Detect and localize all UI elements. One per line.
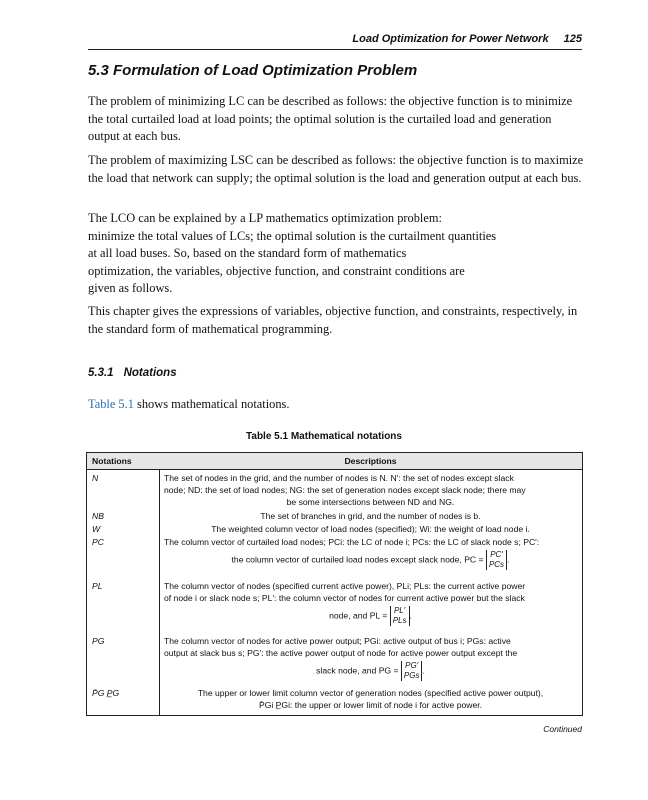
description-line: The set of nodes in the grid, and the number of nodes is N. N′: the set of nodes except slack xyxy=(164,473,514,483)
section-title: 5.3 Formulation of Load Optimization Problem xyxy=(88,62,418,79)
subsection-label: Notations xyxy=(123,367,177,379)
running-head xyxy=(88,31,582,50)
header-descriptions: Descriptions xyxy=(344,456,397,466)
paragraph-line: The LCO can be explained by a LP mathematics optimization problem: xyxy=(88,211,442,225)
vector-entry: PC′ xyxy=(490,550,503,559)
notation-symbol: PL xyxy=(92,581,103,591)
paragraph-line: at all load buses. So, based on the standard form of mathematics xyxy=(88,246,407,260)
paragraph-maximize-lsc: The problem of maximizing LSC can be described as follows: the objective function is to maximize the load that network can supply; the optimal solution is the load and generation output at each bus. xyxy=(88,153,584,185)
table-reference-text: shows mathematical notations. xyxy=(133,397,290,411)
notations-table xyxy=(86,452,583,716)
vector-entry: PCs xyxy=(488,560,505,569)
paragraph-line: given as follows. xyxy=(88,281,173,295)
subsection-title xyxy=(88,367,177,379)
notation-symbol: N xyxy=(92,473,99,483)
table-reference-line xyxy=(88,396,289,413)
column-vector xyxy=(486,550,507,570)
paragraph-line: minimize the total values of LCs; the optimal solution is the curtailment quantities xyxy=(88,228,497,243)
description-line: The column vector of nodes for active power output; PGi: active output of bus i; PGs: active xyxy=(164,636,511,646)
notation-symbol: PC xyxy=(92,537,104,547)
column-vector xyxy=(390,606,410,626)
notation-description xyxy=(164,635,577,681)
description-line: slack node, and PG = xyxy=(316,665,399,676)
notation-symbol: PG xyxy=(92,636,105,646)
description-line: The upper or lower limit column vector of generation nodes (specified active power output), xyxy=(197,688,544,698)
header-notations: Notations xyxy=(92,456,132,466)
description-line: P̄Gi P̲Gi: the upper or lower limit of node i for active power. xyxy=(258,700,483,710)
equation-line: slack node, and PG = PG′ PGs . xyxy=(316,661,425,680)
notation-symbol: NB xyxy=(92,511,104,521)
table-header xyxy=(87,453,582,470)
description-line: the column vector of curtailed load nodes except slack node, PC = xyxy=(231,554,484,565)
running-head-title: Load Optimization for Power Network xyxy=(352,33,549,45)
page-number: 125 xyxy=(563,33,582,45)
description-line: The column vector of curtailed load nodes; PCi: the LC of node i; PCs: the LC of slack node s; PC′: xyxy=(164,537,540,547)
vector-entry: PG′ xyxy=(405,661,419,670)
notation-symbol: W xyxy=(92,524,101,534)
description-line: The column vector of nodes (specified current active power), PLi; PLs: the current active power xyxy=(164,581,526,591)
description-line: of node i or slack node s; PL′: the column vector of nodes for current active power but the slack xyxy=(164,593,525,603)
description-line: output at slack bus s; PG′: the active power output of node for active power output except the xyxy=(164,648,518,658)
table-link[interactable]: Table 5.1 xyxy=(88,397,134,411)
equation-line: node, and PL = PL′ PLs . xyxy=(329,606,412,625)
notation-description xyxy=(164,536,577,570)
subsection-number: 5.3.1 xyxy=(88,367,114,379)
description-line: node, and PL = xyxy=(329,610,388,621)
notation-description xyxy=(164,580,577,626)
paragraph-minimize-lc: The problem of minimizing LC can be described as follows: the objective function is to minimize the total curtailed load at load points; the optimal solution is the curtailed load and generation output at each bus. xyxy=(88,94,573,143)
vector-entry: PLs xyxy=(392,616,407,625)
paragraph-lco xyxy=(88,210,584,298)
table-caption: Table 5.1 Mathematical notations xyxy=(246,431,402,442)
description-line: be some intersections between ND and NG. xyxy=(286,497,455,507)
notation-symbol: P̄G P̲G xyxy=(92,688,120,698)
paragraph-line: optimization, the variables, objective function, and constraint conditions are xyxy=(88,263,465,278)
vector-entry: PGs xyxy=(403,671,420,680)
column-vector xyxy=(401,661,423,681)
description-line: node; ND: the set of load nodes; NG: the set of generation nodes except slack node; there may xyxy=(164,485,526,495)
notation-description xyxy=(164,472,577,508)
vector-entry: PL′ xyxy=(393,606,406,615)
notation-description: The set of branches in grid, and the number of nodes is b. xyxy=(260,511,481,521)
notation-description: The weighted column vector of load nodes (specified); Wi: the weight of load node i. xyxy=(211,524,530,534)
table-continued-note: Continued xyxy=(543,724,582,734)
notation-description xyxy=(164,687,577,711)
column-divider xyxy=(159,469,160,715)
paragraph-chapter-summary: This chapter gives the expressions of variables, objective function, and constraints, respectively, in the standard form of mathematical programming. xyxy=(88,304,578,336)
equation-line: the column vector of curtailed load nodes except slack node, PC = PC′ PCs . xyxy=(231,550,510,569)
